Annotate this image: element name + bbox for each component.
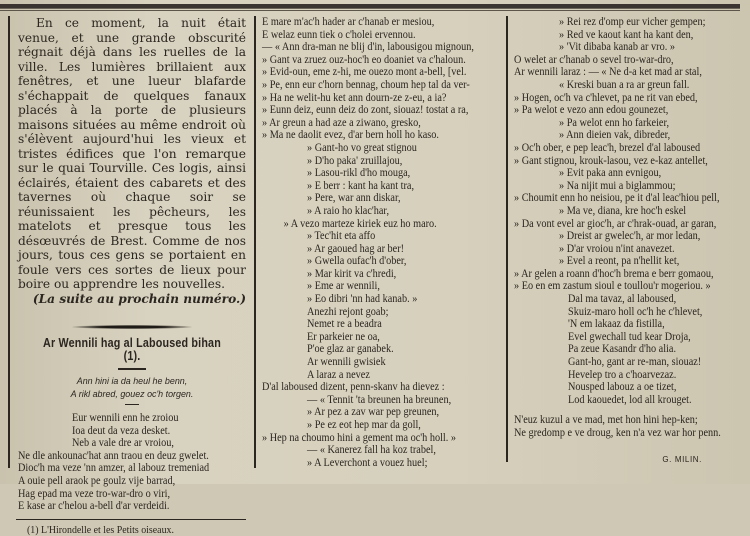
author-signature: G. MILIN. [662,454,702,464]
verse-line: Evel gwechall tud kear Droja, [568,330,691,343]
verse-line: » Eunn deiz, eunn deiz do zont, siouaz! tostat a ra, [262,104,469,117]
verse-line: E kase ar c'helou a-bell d'ar verdeidi. [18,500,170,513]
verse-line: » Pe ez eot hep mar da goll, [307,419,421,431]
verse-line: « Kreski buan a ra ar greun fall. [559,78,690,91]
verse-line: » Rei rez d'omp eur vicher gempen; [559,16,706,28]
verse-line: » Eo en em zastum sioul e toullou'r mogeriou. » [514,280,711,293]
verse-line: » E berr : kant ha kant tra, [307,179,415,192]
verse-line: Ioa deut da veza desket. [72,424,171,437]
verse-line: Lod kaouedet, lod all krouget. [568,393,692,406]
footnote: (1) L'Hirondelle et les Petits oiseaux. [27,523,174,536]
verse-line: » Ar greun a had aze a ziwano, gresko, [262,116,421,129]
verse-line: Neb a vale dre ar vroiou, [72,437,174,450]
prose-section [18,16,246,292]
verse-line: A ouie pell araok pe goulz vije barrad, [18,475,176,488]
header-rule [0,4,740,9]
verse-line: Gant-ho, gant ar re-man, siouaz! [568,356,702,369]
verse-line: » Ha ne welit-hu ket ann dourn-ze z-eu, a ia? [262,91,447,104]
verse-line: Ar wennili gwisiek [307,356,386,369]
verse-line: Dioc'h ma veze 'nn amzer, al labouz tremeniad [18,462,210,475]
poem-continuation [262,16,496,469]
ornament-divider [72,325,192,329]
prose-paragraph: En ce moment, la nuit était venue, et une grande obscurité régnait déjà dans les ruelles de la ville. Les lumières brillaient aux fenêtres, et une lueur blafarde s'échappait de quelques fanaux placés à la porte de plusieurs maisons situées au même endroit où s'élèvent aujourd'hui les vieux et tristes édifices que l'on remarque sur le quai Tourville. Ces logis, ainsi éclairés, étaient des cabarets et des tavernes où chaque soir se réunissaient les pêcheurs, les matelots et presque tous les désœuvrés de Brest. Comme de nos jours, tous ces gens se portaient en foule vers ces sortes de lieux pour boire ou apprendre les nouvelles. [18,16,246,291]
verse-line: » Hogen, oc'h va c'hlevet, pa ne rit van ebed, [514,91,698,104]
verse-line: » Gant stignou, krouk-lasou, vez e-kaz antellet, [514,154,708,167]
verse-line: » Ar pez a zav war pep greunen, [307,406,440,419]
verse-line: » Da vont evel ar gioc'h, ar c'hrak-ouad, ar garan, [514,217,717,230]
verse-line: » Pere, war ann diskar, [307,192,401,205]
poem-continuation [514,16,742,406]
verse-line: » Ann dieien vak, dibreder, [559,129,671,142]
moral-line: N'euz kuzul a ve mad, met hon hini hep-ken; [514,414,698,427]
epigraph-line: A rikl abred, gouez oc'h torgen. [70,387,194,399]
verse-line: A laraz a nevez [307,368,370,381]
verse-line: » Ar gelen a roann d'hoc'h brema e berr gomaou, [514,267,714,280]
verse-line: Hag epad ma veze tro-war-dro o viri, [18,487,171,500]
verse-line: P'oe glaz ar ganabek. [307,343,394,356]
verse-line: Skuiz-maro holl oc'h he c'hlevet, [568,305,703,318]
verse-line: » A vezo marteze kiriek euz ho maro. [283,217,437,230]
epigraph-rule [125,404,139,405]
verse-line: Er parkeier ne oa, [307,330,380,343]
verse-line: — « Ann dra-man ne blij d'in, labousigou mignoun, [262,41,474,54]
verse-line: » Ma ne daolit evez, d'ar bern holl ho kaso. [262,129,439,142]
verse-line: » Pe, enn eur c'horn bennag, choum hep tal da ver- [262,78,470,91]
poem-title: Ar Wennili hag al Laboused bihan (1). [43,336,221,363]
verse-line: 'N em lakaaz da fistilla, [568,318,665,331]
verse-line: » Ar gaoued hag ar ber! [307,242,405,255]
moral-line: Ne gredomp e ve droug, ken n'a vez war hor penn. [514,427,721,439]
verse-line: » Evit paka ann evnigou, [559,167,662,180]
verse-line: » A raio ho klac'har, [307,204,390,217]
verse-line: Ne dle ankounac'hat ann traou en deuz gwelet. [18,449,209,462]
verse-line: Dal ma tavaz, al laboused, [568,293,677,306]
verse-line: D'al laboused dizent, penn-skanv ha dievez : [262,381,445,394]
column-2 [254,16,496,468]
verse-line: » Pa welot e vezo ann edou gounezet, [514,104,669,117]
verse-line: » Eme ar wennili, [307,280,380,293]
title-rule [118,368,146,370]
verse-line: » Na nijit mui a biglammou; [559,179,676,192]
verse-line: Eur wennili enn he zroiou [72,412,179,425]
verse-line: — « Kanerez fall ha koz trabel, [307,444,436,457]
verse-line: E welaz eunn tiek o c'holei ervennou. [262,28,416,41]
column-3 [506,16,742,462]
epigraph [24,375,241,400]
verse-line: » Gant va zruez ouz-hoc'h eo doaniet va c'haloun. [262,53,466,66]
verse-line: O welet ar c'hanab o sevel tro-war-dro, [514,53,674,66]
verse-line: — « Tennit 'ta breunen ha breunen, [307,393,452,406]
verse-line: » Red ve kaout kant ha kant den, [559,28,694,41]
verse-line: Ar wennili laraz : — « Ne d-a ket mad ar stal, [514,66,702,79]
column-1 [8,16,246,536]
verse-line: » A Leverchont a vouez huel; [307,456,428,469]
verse-line: Nemet re a beadra [307,318,382,331]
verse-line: » Hep na choumo hini a gement ma oc'h holl. » [262,431,457,444]
verse-line: » Evel a reont, pa n'hellit ket, [559,255,680,268]
verse-line: » 'Vit dibaba kanab ar vro. » [559,41,675,54]
verse-line: » Evid-oun, eme z-hi, me ouezo mont a-bell, [vel. [262,66,467,79]
verse-line: » Ma ve, diana, kre hoc'h eskel [559,204,687,217]
verse-line: » D'ho paka' zruillajou, [307,154,403,167]
continued-notice: (La suite au prochain numéro.) [32,291,246,306]
verse-line: » Gant-ho vo great stignou [307,141,417,154]
verse-line: Nousped labouz a oe tizet, [568,381,677,394]
verse-line: » Tec'hit eta affo [307,230,376,243]
verse-line: E mare m'ac'h hader ar c'hanab er mesiou, [262,16,435,28]
epigraph-line: Ann hini ia da heul he benn, [76,375,188,387]
verse-line: » Dreist ar gwelec'h, ar mor ledan, [559,230,701,243]
verse-line: » Lasou-rikl d'ho mouga, [307,167,411,180]
footnote-rule [16,519,246,520]
verse-line: Pa zeue Kasandr d'ho alia. [568,343,677,356]
header-rule-thin [0,10,740,11]
verse-line: » Choumit enn ho neisiou, pe it d'al leac'hiou pell, [514,192,720,205]
verse-line: Hevelep tro a c'hoarvezaz. [568,368,677,381]
verse-line: » Eo dibri 'nn had kanab. » [307,293,418,306]
verse-line: » D'ar vroiou n'int anavezet. [559,242,675,255]
verse-line: Anezhi rejont goab; [307,305,389,318]
verse-line: » Pa welot enn ho farkeier, [559,116,670,129]
poem-stanza [18,412,246,513]
verse-line: » Oc'h ober, e pep leac'h, brezel d'al laboused [514,141,701,154]
verse-line: » Mar kirit va c'hredi, [307,267,397,280]
verse-line: » Gwella oufac'h d'ober, [307,255,407,268]
